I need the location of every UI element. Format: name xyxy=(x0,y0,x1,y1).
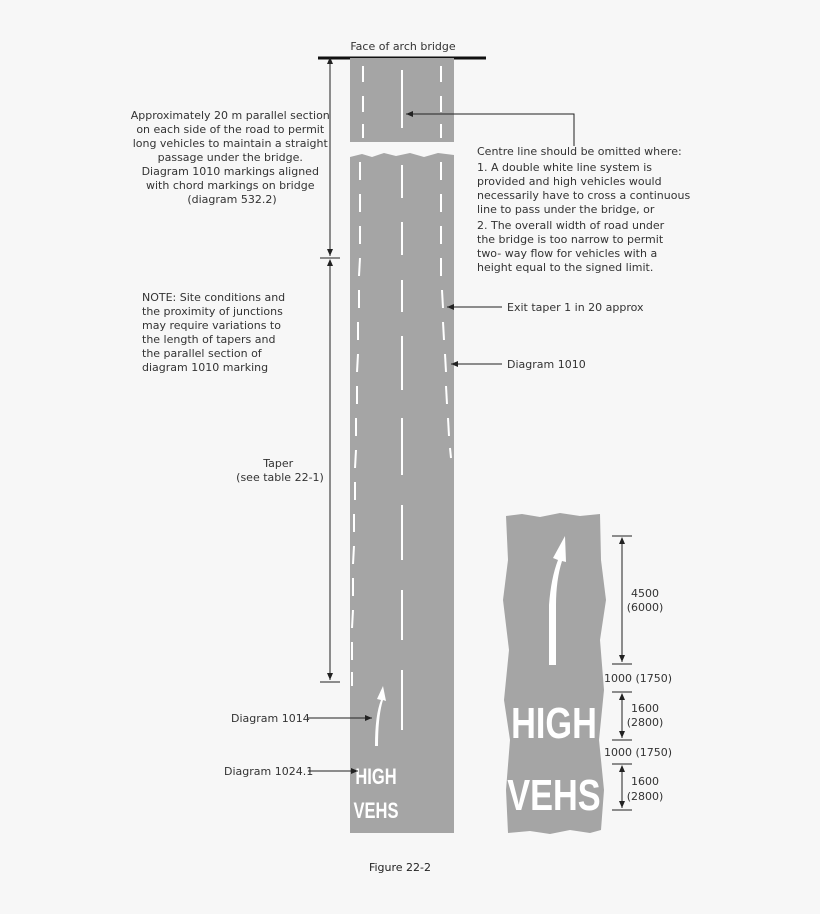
dim-6000: (6000) xyxy=(626,601,664,614)
detail-marking-line1: HIGH xyxy=(511,698,597,749)
detail-marking-line2: VEHS xyxy=(507,770,601,821)
bridge-face-label: Face of arch bridge xyxy=(350,40,456,53)
dim-1600-a: 1600 xyxy=(631,702,659,715)
diagram-1014-label: Diagram 1014 xyxy=(231,712,310,725)
site-conditions-note: NOTE: Site conditions and the proximity of junctions may require variations to the length of tapers and the parallel section of diagram 1010 marking xyxy=(142,291,286,374)
dim-4500: 4500 xyxy=(631,587,659,600)
diagram-1024-label: Diagram 1024.1 xyxy=(224,765,314,778)
centre-line-note: Centre line should be omitted where: 1. A double white line system is provided and high vehicles would necessarily have to cross a continuous line to pass under the bridge, or 2. The overall width of road under the bridge is too narrow to permit two- way flow for vehicles with a height equal to the signed limit. xyxy=(477,145,691,274)
dim-1600-b: 1600 xyxy=(631,775,659,788)
parallel-section-note: Approximately 20 m parallel section on each side of the road to permit long vehicles to maintain a straight passage under the bridge. Diagram 1010 markings aligned with chord markings on bridge (diagram 532.2) xyxy=(130,109,330,206)
dim-1000-b: 1000 (1750) xyxy=(603,746,673,759)
parallel-section-dimension xyxy=(320,58,340,258)
exit-taper-label: Exit taper 1 in 20 approx xyxy=(507,301,644,314)
taper-label: Taper (see table 22-1) xyxy=(236,457,324,484)
road-marking-line1: HIGH xyxy=(355,764,397,790)
diagram-1010-label: Diagram 1010 xyxy=(507,358,586,371)
road-marking-line2: VEHS xyxy=(353,798,399,824)
dim-1000-a: 1000 (1750) xyxy=(603,672,673,685)
dim-2800-a: (2800) xyxy=(626,716,664,729)
dim-2800-b: (2800) xyxy=(626,790,664,803)
figure-caption: Figure 22-2 xyxy=(368,861,432,874)
